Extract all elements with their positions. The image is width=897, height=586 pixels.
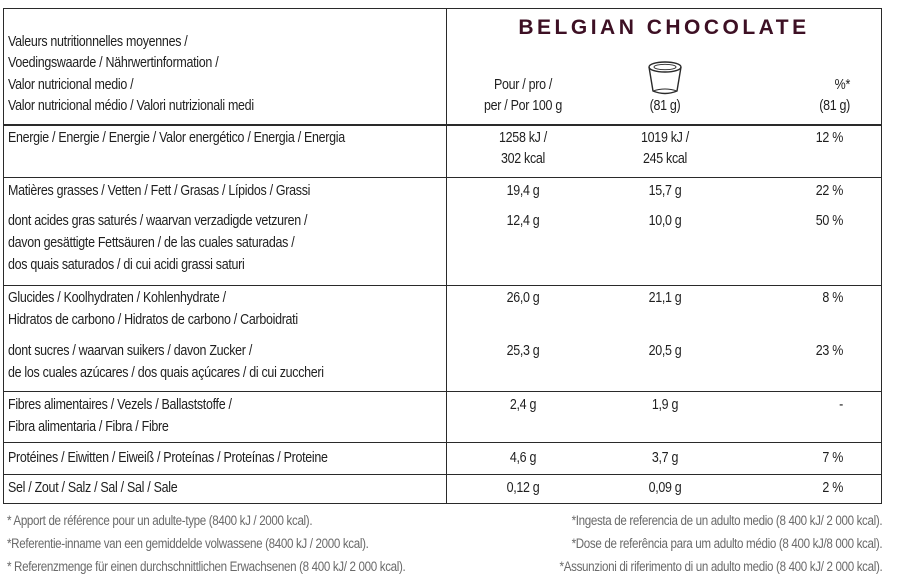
nutrient-label: Protéines / Eiwitten / Eiweiß / Proteínas / Proteínas / Proteine	[8, 450, 328, 466]
nutrient-label: Sel / Zout / Salz / Sal / Sal / Sale	[8, 480, 178, 496]
ri-value: 7 %	[822, 450, 843, 466]
per100-value	[471, 128, 574, 170]
header-rule	[3, 124, 882, 126]
nutrient-label: dont acides gras saturés / waarvan verzadigde vetzuren /	[8, 213, 308, 229]
footnote-left: *Referentie-inname van een gemiddelde volwassene (8400 kJ / 2000 kcal).	[7, 536, 369, 551]
footnote-left: * Referenzmenge für einen durchschnittlichen Erwachsenen (8 400 kJ/ 2 000 kcal).	[7, 559, 406, 574]
nutrient-label: Glucides / Koolhydraten / Kohlenhydrate /	[8, 290, 226, 306]
header-label-line: Valor nutricional médio / Valori nutrizionali medi	[8, 98, 254, 114]
nutrient-label: Fibra alimentaria / Fibra / Fibre	[8, 419, 169, 435]
per100-header	[471, 75, 574, 117]
table-bottom-rule	[3, 503, 882, 504]
portion-value: 0,09 g	[648, 480, 682, 496]
nutrient-label: de los cuales azúcares / dos quais açúcares / di cui zuccheri	[8, 365, 324, 381]
ri-value: 2 %	[822, 480, 843, 496]
nutrient-label: dos quais saturados / di cui acidi grassi saturi	[8, 257, 245, 273]
value-line: 1258 kJ /	[499, 130, 547, 146]
ri-value: 8 %	[822, 290, 843, 306]
ri-value: -	[839, 397, 843, 413]
per100-value: 0,12 g	[506, 480, 540, 496]
product-title: BELGIAN CHOCOLATE	[518, 16, 810, 39]
nutrient-label: Matières grasses / Vetten / Fett / Grasas / Lípidos / Grassi	[8, 183, 311, 199]
per100-header-line: per / Por 100 g	[484, 98, 562, 114]
per100-value: 12,4 g	[506, 213, 540, 229]
nutrient-label: davon gesättigte Fettsäuren / de las cuales saturadas /	[8, 235, 295, 251]
header-label-line: Voedingswaarde / Nährwertinformation /	[8, 55, 219, 71]
ri-header-line: (81 g)	[819, 98, 850, 114]
portion-header: (81 g)	[649, 98, 681, 114]
ri-header	[754, 75, 850, 117]
row-rule	[3, 442, 882, 443]
column-divider	[446, 8, 447, 503]
portion-value	[613, 128, 716, 170]
footnote-right: *Assunzioni di riferimento di un adulto medio (8 400 kJ/ 2 000 kcal).	[559, 559, 882, 574]
row-rule	[3, 177, 882, 178]
header-label-line: Valeurs nutritionnelles moyennes /	[8, 34, 188, 50]
portion-value: 1,9 g	[651, 397, 679, 413]
per100-value: 2,4 g	[509, 397, 537, 413]
yogurt-cup-icon	[641, 58, 689, 98]
ri-header-line: %*	[834, 77, 850, 93]
ri-value: 22 %	[815, 183, 843, 199]
value-line: 302 kcal	[500, 151, 546, 167]
nutrient-label: Fibres alimentaires / Vezels / Ballaststoffe /	[8, 397, 232, 413]
ri-value: 50 %	[815, 213, 843, 229]
row-rule	[3, 474, 882, 475]
nutrient-label: Energie / Energie / Energie / Valor energético / Energia / Energia	[8, 130, 345, 146]
footnote-right: *Dose de referência para um adulto médio (8 400 kJ/8 000 kcal).	[571, 536, 882, 551]
portion-value: 21,1 g	[648, 290, 682, 306]
portion-value: 20,5 g	[648, 343, 682, 359]
per100-value: 4,6 g	[509, 450, 537, 466]
ri-value: 23 %	[815, 343, 843, 359]
value-line: 1019 kJ /	[641, 130, 689, 146]
value-line: 245 kcal	[642, 151, 688, 167]
portion-value: 15,7 g	[648, 183, 682, 199]
per100-value: 25,3 g	[506, 343, 540, 359]
per100-value: 26,0 g	[506, 290, 540, 306]
nutrient-label: dont sucres / waarvan suikers / davon Zucker /	[8, 343, 252, 359]
per100-value: 19,4 g	[506, 183, 540, 199]
portion-value: 3,7 g	[651, 450, 679, 466]
header-label-line: Valor nutricional medio /	[8, 77, 134, 93]
per100-header-line: Pour / pro /	[493, 77, 553, 93]
row-rule	[3, 391, 882, 392]
row-rule	[3, 285, 882, 286]
ri-value: 12 %	[815, 130, 843, 146]
table-left-border	[3, 8, 4, 503]
footnote-left: * Apport de référence pour un adulte-type (8400 kJ / 2000 kcal).	[7, 513, 313, 528]
portion-value: 10,0 g	[648, 213, 682, 229]
nutrient-label: Hidratos de carbono / Hidratos de carbono / Carboidrati	[8, 312, 298, 328]
table-right-border	[881, 8, 882, 503]
footnote-right: *Ingesta de referencia de un adulto medio (8 400 kJ/ 2 000 kcal).	[571, 513, 882, 528]
